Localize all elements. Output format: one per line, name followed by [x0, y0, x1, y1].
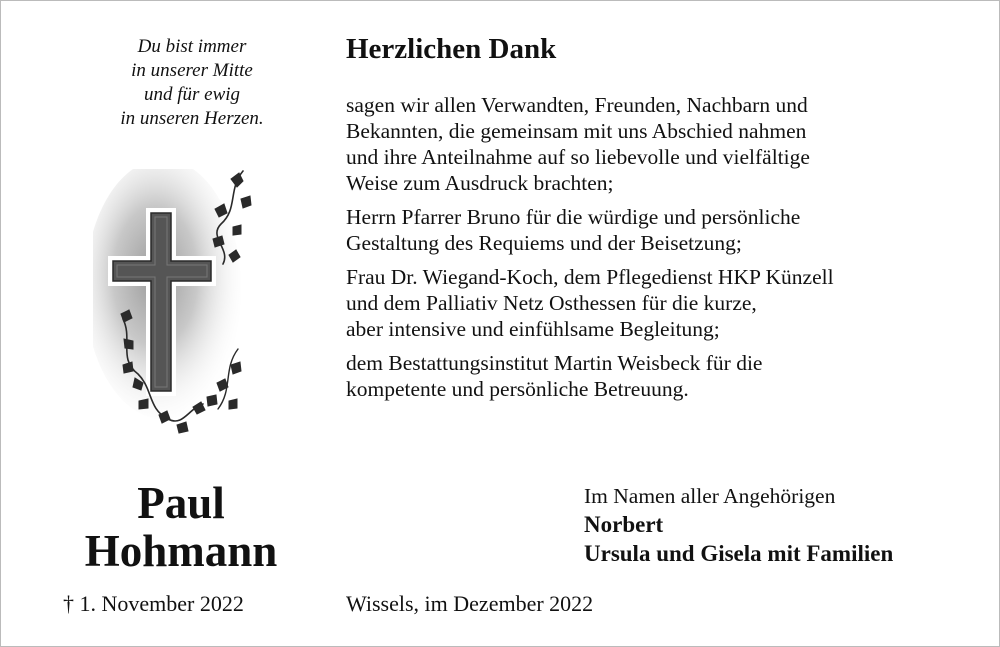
motto-verse	[61, 35, 323, 131]
last-name: Hohmann	[84, 526, 278, 576]
motto-line: Du bist immer	[137, 36, 247, 57]
cross-with-ivy-icon	[93, 169, 253, 441]
notice-heading: Herzlichen Dank	[346, 33, 557, 65]
text-line: Bekannten, die gemeinsam mit uns Abschied nahmen	[346, 119, 807, 143]
motto-line: in unserer Mitte	[131, 60, 253, 81]
signature-name-secondary: Ursula und Gisela mit Familien	[584, 541, 894, 566]
signature-block	[584, 482, 893, 568]
paragraph-care	[346, 264, 976, 342]
text-line: Gestaltung des Requiems und der Beisetzung;	[346, 231, 742, 255]
signature-intro: Im Namen aller Angehörigen	[584, 484, 836, 508]
place-and-date: Wissels, im Dezember 2022	[346, 591, 594, 616]
paragraph-pastor	[346, 204, 976, 256]
text-line: aber intensive und einfühlsame Begleitung;	[346, 317, 720, 341]
text-line: Weise zum Ausdruck brachten;	[346, 171, 614, 195]
paragraph-relatives	[346, 92, 976, 196]
paragraph-funeral-home	[346, 350, 976, 402]
text-line: Frau Dr. Wiegand-Koch, dem Pflegedienst HKP Künzell	[346, 265, 834, 289]
text-line: kompetente und persönliche Betreuung.	[346, 377, 689, 401]
text-line: Herrn Pfarrer Bruno für die würdige und persönliche	[346, 205, 801, 229]
text-line: und dem Palliativ Netz Osthessen für die kurze,	[346, 291, 757, 315]
deceased-name	[41, 479, 321, 575]
text-line: dem Bestattungsinstitut Martin Weisbeck für die	[346, 351, 763, 375]
motto-line: und für ewig	[143, 84, 241, 105]
text-line: und ihre Anteilnahme auf so liebevolle und vielfältige	[346, 145, 810, 169]
motto-line: in unseren Herzen.	[120, 108, 264, 129]
signature-name-primary: Norbert	[584, 512, 664, 537]
death-date: † 1. November 2022	[63, 591, 244, 616]
thanks-body	[346, 92, 976, 410]
text-line: sagen wir allen Verwandten, Freunden, Nachbarn und	[346, 93, 808, 117]
first-name: Paul	[137, 478, 225, 528]
